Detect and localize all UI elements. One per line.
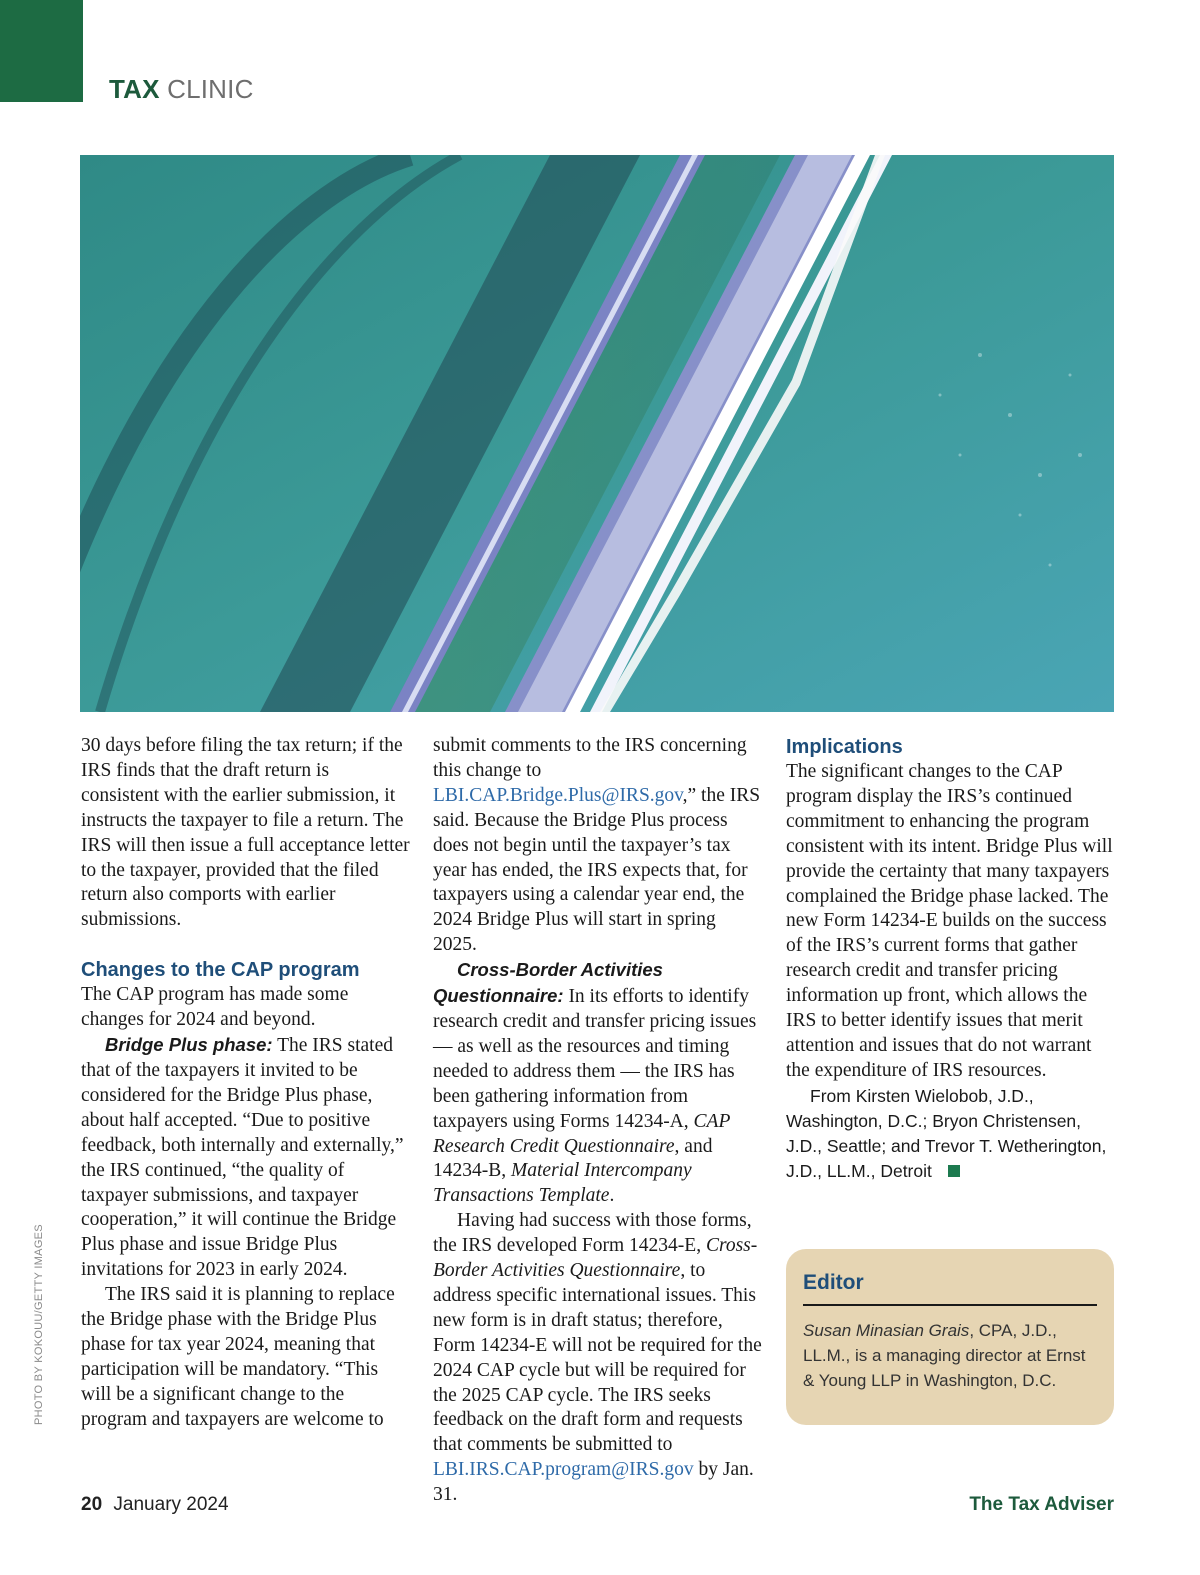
editor-title: Editor	[803, 1271, 1097, 1306]
col2-paragraph-2	[433, 958, 763, 1209]
page-number: 20	[81, 1494, 103, 1515]
heading-implications: Implications	[786, 736, 903, 758]
editor-bio-text: , CPA, J.D., LL.M., is a managing director at Ernst & Young LLP in Washington, D.C.	[803, 1321, 1086, 1390]
col2-paragraph-3	[433, 1209, 763, 1508]
corner-color-block	[0, 0, 83, 102]
column-2	[433, 734, 763, 1508]
col3-paragraph-1: The significant changes to the CAP program display the IRS’s continued commitment to enhancing the program consistent with its intent. Bridge Plus will provide the certainty that many taxpayers complained the Bridge phase lacked. The new Form 14234-E builds on the success of the IRS’s current forms that gather research credit and transfer pricing information up front, which allows the IRS to better identify issues that merit attention and issues that do not warrant the expenditure of IRS resources.	[786, 761, 1113, 1081]
form-14234a-title: CAP Research Credit Questionnaire	[433, 1110, 731, 1157]
editor-name: Susan Minasian Grais	[803, 1321, 970, 1340]
author-credit-text: From Kirsten Wielobob, J.D., Washington, D.C.; Bryon Christensen, J.D., Seattle; and Trevor T. Wetherington, J.D., LL.M., Detroit	[786, 1085, 1107, 1181]
col2-p2-text-a: In its efforts to identify research credit and transfer pricing issues — as well as the resources and timing needed to address them — the IRS has been gathering information from taxpayers using Forms 14234-A,	[433, 986, 757, 1132]
col2-p3-text-a: Having had success with those forms, the IRS developed Form 14234-E,	[433, 1210, 752, 1257]
col2-p2-text-c: .	[609, 1185, 615, 1207]
section-label-bold: TAX	[109, 74, 160, 104]
publication-name: The Tax Adviser	[969, 1494, 1114, 1515]
col1-paragraph-4: The IRS said it is planning to replace the Bridge phase with the Bridge Plus phase for tax year 2024, meaning that participation will be mandatory. “This will be a significant change to the program and taxpayers are welcome to	[81, 1284, 395, 1430]
editor-bio	[803, 1318, 1097, 1393]
column-1	[81, 734, 411, 1433]
col1-paragraph-3-text: The IRS stated that of the taxpayers it invited to be considered for the Bridge Plus phase, about half accepted. “Due to positive feedback, both internally and externally,” the IRS continued, “the quality of taxpayer submissions, and taxpayer cooperation,” it will continue the Bridge Plus phase and issue Bridge Plus invitations for 2023 in early 2024.	[81, 1035, 404, 1281]
col2-p2-text-b: , and 14234-B,	[433, 1135, 713, 1182]
col2-p1-text-a: submit comments to the IRS concerning this change to	[433, 735, 747, 781]
col2-p3-text-c: by Jan. 31.	[433, 1459, 754, 1506]
column-3	[786, 734, 1116, 1184]
form-14234b-title: Material Intercompany Transactions Template	[433, 1160, 692, 1207]
col1-paragraph-2: The CAP program has made some changes for 2024 and beyond.	[81, 984, 349, 1031]
end-mark-icon	[948, 1165, 960, 1177]
runin-cross-border: Cross-Border Activities Questionnaire:	[433, 959, 663, 1007]
footer-page-info	[81, 1494, 229, 1516]
section-label	[109, 74, 254, 105]
issue-date: January 2024	[113, 1494, 229, 1515]
col2-p1-text-b: ,” the IRS said. Because the Bridge Plus process does not begin until the taxpayer’s tax year has ended, the IRS expects that, for taxpayers using a calendar year end, the 2024 Bridge Plus will start in spring 2025.	[433, 784, 761, 956]
author-credit	[786, 1084, 1116, 1184]
editor-box	[786, 1249, 1114, 1425]
col2-paragraph-1	[433, 734, 763, 958]
photo-credit: PHOTO BY KOKOUU/GETTY IMAGES	[33, 1224, 45, 1425]
col1-paragraph-3	[81, 1033, 411, 1283]
bridge-photo	[80, 155, 1114, 712]
form-14234e-title: Cross-Border Activities Questionnaire	[433, 1235, 758, 1282]
section-label-light: CLINIC	[167, 74, 254, 104]
email-link-cap-program[interactable]: LBI.IRS.CAP.program@IRS.gov	[433, 1459, 694, 1481]
runin-bridge-plus: Bridge Plus phase:	[105, 1034, 273, 1056]
col2-p3-text-b: , to address specific international issues. This new form is in draft status; therefore, Form 14234-E will not be required for the 2024 CAP cycle but will be required for the 2025 CAP cycle. The IRS seeks feedback on the draft form and requests that comments be submitted to	[433, 1260, 762, 1456]
bridge-photo-image	[80, 155, 1114, 712]
heading-changes: Changes to the CAP program	[81, 959, 360, 982]
col1-paragraph-1: 30 days before filing the tax return; if the IRS finds that the draft return is consistent with the earlier submission, it instructs the taxpayer to file a return. The IRS will then issue a full acceptance letter to the taxpayer, provided that the filed return also comports with earlier submissions.	[81, 735, 410, 931]
email-link-bridge-plus[interactable]: LBI.CAP.Bridge.Plus@IRS.gov	[433, 784, 683, 806]
